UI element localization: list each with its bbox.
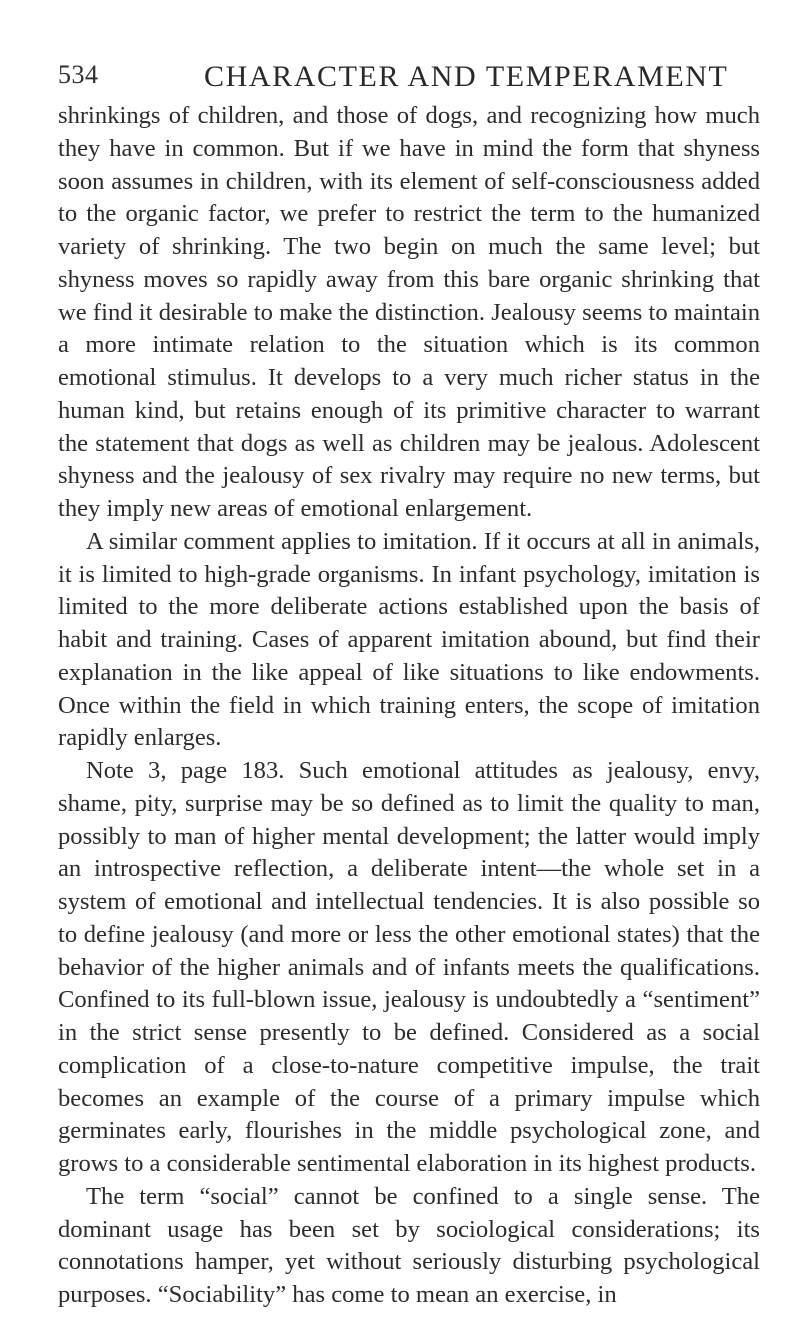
paragraph-social: The term “social” cannot be confined to a single sense. The dominant usage has been set by sociological considerations; its connotations hamper, yet without seriously disturbing psychological purposes. “Sociability” has come to mean an exercise, in [58,1182,760,1308]
running-title: CHARACTER AND TEMPERAMENT [204,60,729,93]
page-number: 534 [58,60,99,89]
paragraph-continued: shrinkings of children, and those of dogs, and recognizing how much they have in common. But if we have in mind the form that shyness soon assumes in children, with its element of self-consciousness added to the organic factor, we prefer to restrict the term to the humanized variety of shrinking. The two begin on much the same level; but shyness moves so rapidly away from this bare organic shrinking that we find it desirable to make the distinction. Jealousy seems to maintain a more intimate relation to the situation which is its common emotional stimulus. It develops to a very much richer status in the human kind, but retains enough of its primitive character to warrant the statement that dogs as well as children may be jealous. Adolescent shyness and the jealousy of sex rivalry may require no new terms, but they imply new areas of emotional enlargement. [58,102,760,522]
body-text [58,100,760,1312]
paragraph-imitation: A similar comment applies to imitation. If it occurs at all in animals, it is limited to high-grade organisms. In infant psychology, imitation is limited to the more deliberate actions established upon the basis of habit and training. Cases of apparent imitation abound, but find their explanation in the like appeal of like situations to like endowments. Once within the field in which training enters, the scope of imitation rapidly enlarges. [58,527,760,752]
paragraph-note-3: Note 3, page 183. Such emotional attitudes as jealousy, envy, shame, pity, surprise may be so defined as to limit the quality to man, possibly to man of higher mental development; the latter would imply an introspective reflection, a deliberate intent—the whole set in a system of emotional and intellectual tendencies. It is also possible so to define jealousy (and more or less the other emotional states) that the behavior of the higher animals and of infants meets the qualifications. Confined to its full-blown issue, jealousy is undoubtedly a “sentiment” in the strict sense presently to be defined. Considered as a social complication of a close-to-nature competitive impulse, the trait becomes an example of the course of a primary impulse which germinates early, flourishes in the middle psychological zone, and grows to a considerable sentimental elaboration in its highest products. [58,757,760,1177]
running-head [58,60,758,100]
